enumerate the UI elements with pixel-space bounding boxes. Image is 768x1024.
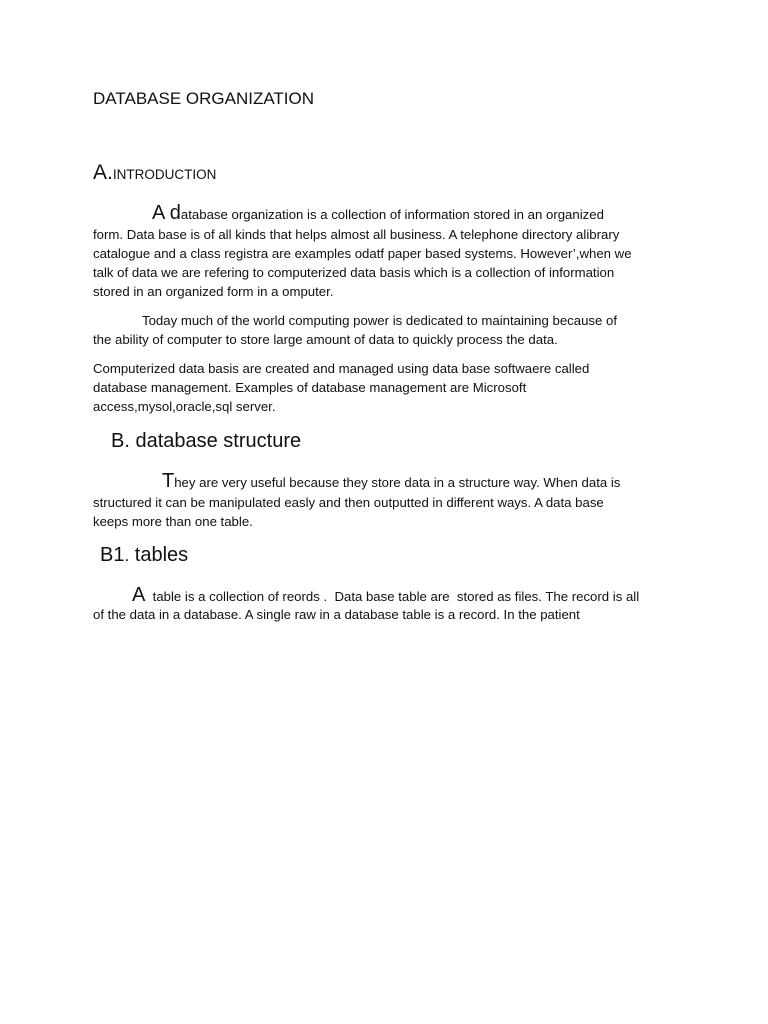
paragraph-line: keeps more than one table. <box>93 514 253 529</box>
section-a-letter: A. <box>93 161 113 184</box>
paragraph-line: the ability of computer to store large amount of data to quickly process the data. <box>93 332 558 347</box>
paragraph-line: access,mysol,oracle,sql server. <box>93 399 276 414</box>
paragraph-line: of the data in a database. A single raw in a database table is a record. In the patient <box>93 607 580 622</box>
paragraph-line: They are very useful because they store data in a structure way. When data is <box>162 470 621 492</box>
paragraph-line: Today much of the world computing power is dedicated to maintaining because of <box>142 313 618 328</box>
section-b1-heading: B1. tables <box>100 544 189 566</box>
paragraph-line: Computerized data basis are created and managed using data base softwaere called <box>93 361 590 376</box>
lead-caps: A d <box>152 202 181 224</box>
paragraph-line: A table is a collection of reords . Data base table are stored as files. The record is all <box>132 584 640 606</box>
section-b-heading: B. database structure <box>111 430 302 452</box>
paragraph-line: catalogue and a class registra are examples odatf paper based systems. However’,when we <box>93 246 632 261</box>
paragraph-line: structured it can be manipulated easly and then outputted in different ways. A data base <box>93 495 604 510</box>
paragraph-line: database management. Examples of database management are Microsoft <box>93 380 527 395</box>
paragraph-line: talk of data we are refering to computerized data basis which is a collection of information <box>93 265 615 280</box>
paragraph-line: A database organization is a collection of information stored in an organized <box>152 202 604 224</box>
section-a-heading <box>93 161 216 187</box>
lead-cap: A <box>132 584 146 606</box>
document-title: DATABASE ORGANIZATION <box>93 89 315 108</box>
lead-cap: T <box>162 470 175 492</box>
section-a-title: INTRODUCTION <box>112 167 217 182</box>
paragraph-line: stored in an organized form in a omputer. <box>93 284 334 299</box>
paragraph-line: form. Data base is of all kinds that helps almost all business. A telephone directory alibrary <box>93 227 620 242</box>
